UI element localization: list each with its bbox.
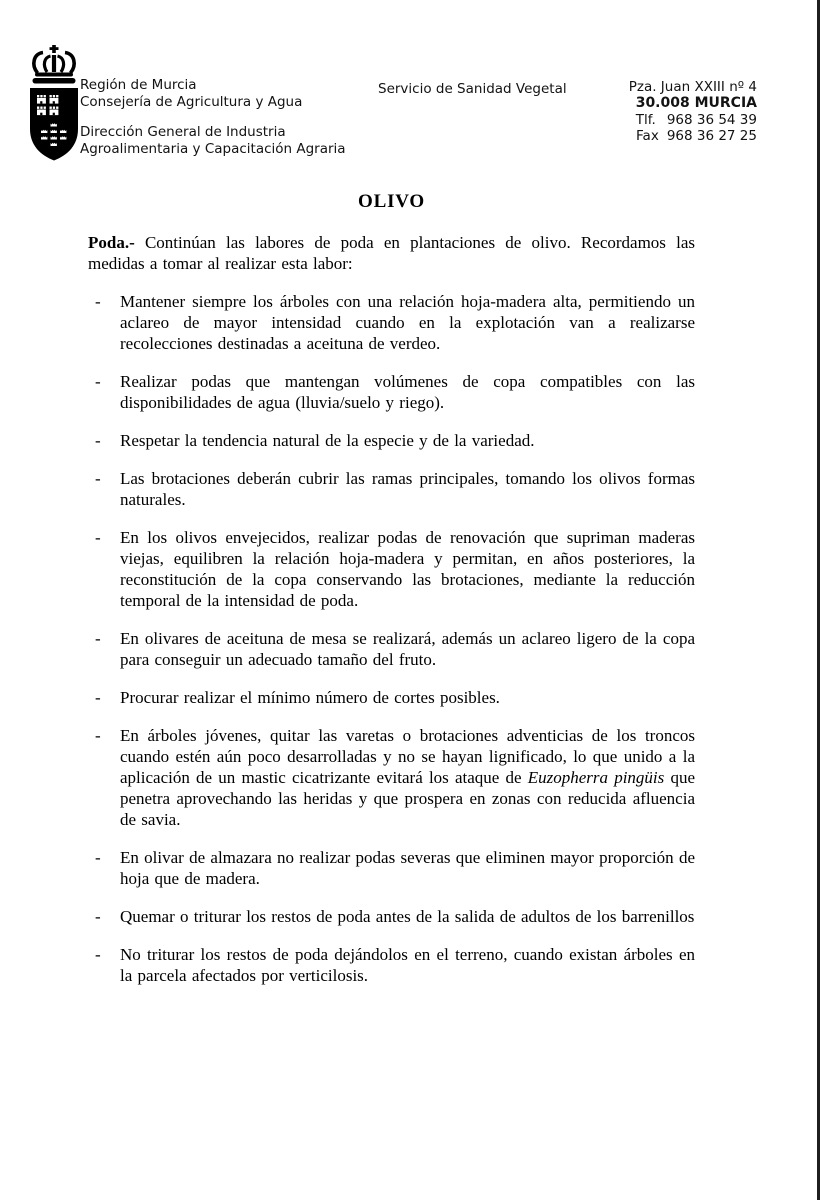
bullet-dash: -: [95, 726, 101, 745]
list-item-text: En olivar de almazara no realizar podas severas que eliminen mayor proporción de hoja que de madera.: [120, 848, 695, 888]
list-item-text: En árboles jóvenes, quitar las varetas o brotaciones adventicias de los troncos cuando estén aún poco desarrolladas y no se hayan lignificado, lo que unido a la aplicación de un mastic cicatrizante evitará los ataque de Euzopherra pingüis que penetra aprovechando las heridas y que prospera en zonas con reducida afluencia de savia.: [120, 726, 696, 829]
bullet-dash: -: [95, 528, 101, 547]
intro-text: Continúan las labores de poda en plantaciones de olivo. Recordamos las medidas a tomar al realizar esta labor:: [88, 233, 695, 273]
address-phone: [629, 112, 757, 128]
fax-label: Fax: [636, 128, 659, 145]
list-item-text: No triturar los restos de poda dejándolos en el terreno, cuando existan árboles en la parcela afectados por verticilosis.: [120, 945, 695, 985]
scan-edge-line: [817, 0, 820, 1200]
list-item-text: Las brotaciones deberán cubrir las ramas principales, tomando los olivos formas naturales.: [120, 469, 695, 509]
bullet-dash: -: [95, 469, 101, 488]
list-item: [88, 687, 695, 708]
list-item: [88, 371, 695, 413]
list-item-text: En olivares de aceituna de mesa se realizará, además un aclareo ligero de la copa para conseguir un adecuado tamaño del fruto.: [120, 629, 695, 669]
list-item: [88, 944, 695, 986]
list-item-text: En los olivos envejecidos, realizar podas de renovación que supriman maderas viejas, equilibren la relación hoja-madera y permitan, en años posteriores, la reconstitución de la copa conservando las brotaciones, mediante la reducción temporal de la intensidad de poda.: [120, 528, 695, 610]
intro-lead: Poda.-: [88, 233, 135, 252]
list-item-text: Respetar la tendencia natural de la especie y de la variedad.: [120, 431, 535, 450]
murcia-coat-of-arms-icon: [28, 45, 80, 163]
list-item: [88, 628, 695, 670]
org-region: Región de Murcia: [80, 77, 197, 93]
bullet-dash: -: [95, 372, 101, 391]
list-item: [88, 906, 695, 927]
measures-list: [88, 291, 695, 986]
org-consejeria: Consejería de Agricultura y Agua: [80, 94, 303, 110]
list-item: [88, 430, 695, 451]
address-fax: [629, 128, 757, 144]
bullet-dash: -: [95, 945, 101, 964]
list-item-text: Procurar realizar el mínimo número de cortes posibles.: [120, 688, 500, 707]
list-item-text: Mantener siempre los árboles con una relación hoja-madera alta, permitiendo un aclareo de mayor intensidad cuando en la explotación van a realizarse recolecciones destinadas a aceituna de verdeo.: [120, 292, 695, 353]
list-item: [88, 468, 695, 510]
document-content: [88, 190, 695, 1003]
address-street: Pza. Juan XXIII nº 4: [628, 79, 757, 95]
intro-paragraph: [88, 232, 695, 274]
phone-label: Tlf.: [635, 111, 656, 128]
address-city: 30.008 MURCIA: [635, 95, 757, 112]
list-item: [88, 725, 695, 830]
bullet-dash: -: [95, 688, 101, 707]
bullet-dash: -: [95, 431, 101, 450]
bullet-dash: -: [95, 292, 101, 311]
department-block: [80, 124, 346, 157]
bullet-dash: -: [95, 907, 101, 926]
phone-number: 968 36 54 39: [666, 111, 757, 128]
organization-block: [80, 77, 302, 111]
address-block: [629, 79, 757, 145]
page-title: OLIVO: [358, 191, 425, 212]
dept-line1: Dirección General de Industria: [80, 124, 286, 140]
dept-line2: Agroalimentaria y Capacitación Agraria: [80, 140, 346, 157]
list-item: [88, 291, 695, 354]
list-item: [88, 527, 695, 611]
list-item-text: Quemar o triturar los restos de poda antes de la salida de adultos de los barrenillos: [120, 907, 695, 926]
bullet-dash: -: [95, 848, 101, 867]
bullet-dash: -: [95, 629, 101, 648]
list-item: [88, 847, 695, 889]
fax-number: 968 36 27 25: [666, 128, 757, 145]
service-name: Servicio de Sanidad Vegetal: [378, 81, 567, 97]
list-item-text: Realizar podas que mantengan volúmenes de copa compatibles con las disponibilidades de agua (lluvia/suelo y riego).: [120, 372, 695, 412]
